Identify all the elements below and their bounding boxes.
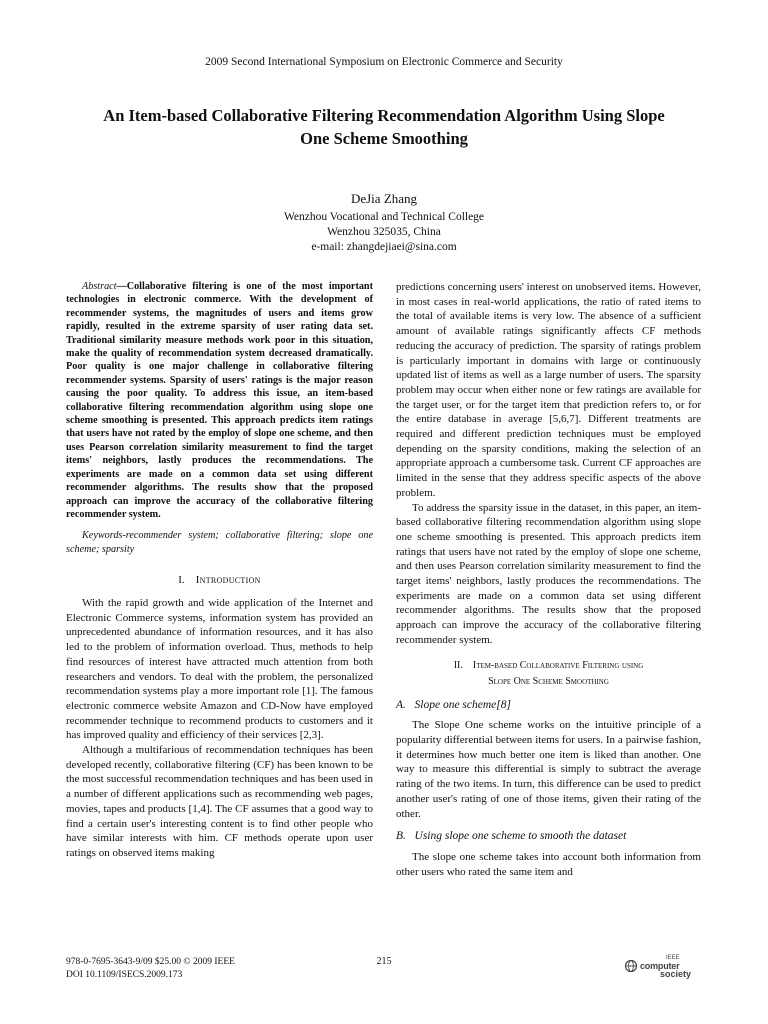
- abstract-text: Collaborative filtering is one of the most important technologies in electronic commerce. With the development of recommender systems, the magnitudes of users and items grow rapidly, resulted in the extreme sparsity of user rating data set. Traditional similarity measure methods work poor in this situation, make the quality of recommendation system decreased dramatically. Poor quality is one major challenge in collaborative filtering recommender systems. Sparsity of users' ratings is the major reason causing the poor quality. To address this issue, an item-based collaborative filtering recommendation algorithm using slope one scheme smoothing is presented. This approach predicts item ratings that users have not rated by the employ of slope one scheme, and then uses Pearson correlation similarity measurement to find the target items' neighbors, lastly produces the recommendations. The experiments are made on a common data set using different recommender algorithms. The results show that the proposed approach can improve the accuracy of the collaborative filtering recommender system.: [66, 281, 373, 520]
- subsection-a-label: A.: [396, 698, 406, 711]
- intro-paragraph-2: Although a multifarious of recommendation techniques has been developed recently, collaborative filtering (CF) has been known to be the most successful recommendation techniques and has been used in a number of different applications such as recommending web pages, movies, tapes and products [1,4]. The CF assumes that a good way to find a certain user's interesting content is to find other people who have similar interests with him. CF methods operate upon user ratings on observed items making: [66, 744, 373, 859]
- address: Wenzhou 325035, China: [327, 226, 441, 238]
- affiliation: Wenzhou Vocational and Technical College: [283, 211, 485, 223]
- section-2-heading: [396, 658, 701, 690]
- subsection-b-title: Using slope one scheme to smooth the dataset: [414, 830, 627, 843]
- title-line-2: One Scheme Smoothing: [300, 129, 468, 148]
- email: e-mail: zhangdejiaei@sina.com: [311, 241, 457, 253]
- subsection-a-heading: [396, 698, 701, 713]
- section-1-title: Introduction: [195, 574, 261, 587]
- subsection-b-label: B.: [396, 830, 406, 843]
- logo-ieee: IEEE: [666, 955, 680, 961]
- globe-icon: [624, 959, 638, 973]
- keywords: Keywords-recommender system; collaborative filtering; slope one scheme; sparsity: [66, 530, 373, 556]
- right-column: [396, 280, 701, 879]
- subsection-a-title: Slope one scheme[8]: [414, 698, 511, 711]
- logo-text: [640, 954, 691, 978]
- author-block: [0, 190, 768, 255]
- intro-paragraph-3: predictions concerning users' interest on unobserved items. However, in most cases in real-world applications, the ratio of rated items to the total of available items is very low. The absence of a sufficient amount of available ratings significantly affects CF methods reducing the accuracy of prediction. The sparsity of ratings problem is particularly important in domains with large or continuously updated list of items as well as a large number of users. The sparsity problem may occur when either none or few ratings are available for the target user, or for the target item that prediction refers to, or for the entire database in average [5,6,7]. Different treatments are required and different prediction techniques must be employed depending on the sparsity conditions, making the selection of an appropriate approach a cumbersome task. Current CF approaches are limited in the sense that they address specific aspects of the above problem.: [396, 281, 701, 499]
- logo-computer: computer: [640, 961, 680, 971]
- abstract-lead: Abstract: [82, 281, 117, 292]
- author-name: DeJia Zhang: [350, 191, 418, 206]
- abstract-dash: —: [116, 281, 127, 292]
- section-1-heading: [66, 573, 373, 588]
- intro-paragraph-1: With the rapid growth and wide application of the Internet and Electronic Commerce systems, information system has provided an unprecedented abundance of information resources, and it has also led to the problem of information overload. Thus, methods to help find resources of interest have attracted much attention from both researchers and vendors. To deal with the problem, the personalized recommendation systems play a more important role [1]. The famous electronic commerce website Amazon and CD-Now have employed recommender technique to recommend products to customers and it has improved quality and efficiency of their services [2,3].: [66, 597, 373, 742]
- section-2-number: II.: [453, 659, 463, 671]
- subsection-b-heading: [396, 829, 701, 844]
- footer-doi: DOI 10.1109/ISECS.2009.173: [66, 969, 183, 980]
- subsection-b-paragraph: The slope one scheme takes into account both information from other users who rated the same item and: [396, 850, 701, 878]
- section-1-number: I.: [178, 574, 185, 587]
- intro-paragraph-4: To address the sparsity issue in the dataset, in this paper, an item-based collaborative filtering recommendation algorithm using slope one scheme smoothing is presented. This approach predicts item ratings that users have not rated by the employ of slope one scheme, and then uses Pearson correlation similarity measurement to find the target items' neighbors, lastly produces the recommendations. The experiments are made on a common data set using different recommender algorithms. The results show that the proposed approach can improve the accuracy of the collaborative filtering recommender system.: [396, 501, 701, 646]
- paper-title: [80, 104, 688, 150]
- logo-society: society: [660, 969, 692, 979]
- page-number: 215: [376, 956, 392, 967]
- title-line-1: An Item-based Collaborative Filtering Recommendation Algorithm Using Slope: [103, 106, 665, 125]
- abstract: [66, 280, 373, 521]
- conference-header: 2009 Second International Symposium on Electronic Commerce and Security: [205, 56, 563, 68]
- footer-isbn: 978-0-7695-3643-9/09 $25.00 © 2009 IEEE: [66, 957, 235, 967]
- left-column: [66, 280, 373, 861]
- section-2-title-line-2: Slope One Scheme Smoothing: [488, 675, 609, 687]
- ieee-computer-society-logo: [624, 954, 691, 978]
- subsection-a-paragraph: The Slope One scheme works on the intuitive principle of a popularity differential between items for users. In a pairwise fashion, it determines how much better one item is liked than another. One way to measure this differential is simply to subtract the average rating of the two items. In turn, this difference can be used to predict another user's rating of one of those items, given their rating of the other.: [396, 719, 701, 820]
- section-2-title-line-1: Item-based Collaborative Filtering using: [472, 659, 644, 671]
